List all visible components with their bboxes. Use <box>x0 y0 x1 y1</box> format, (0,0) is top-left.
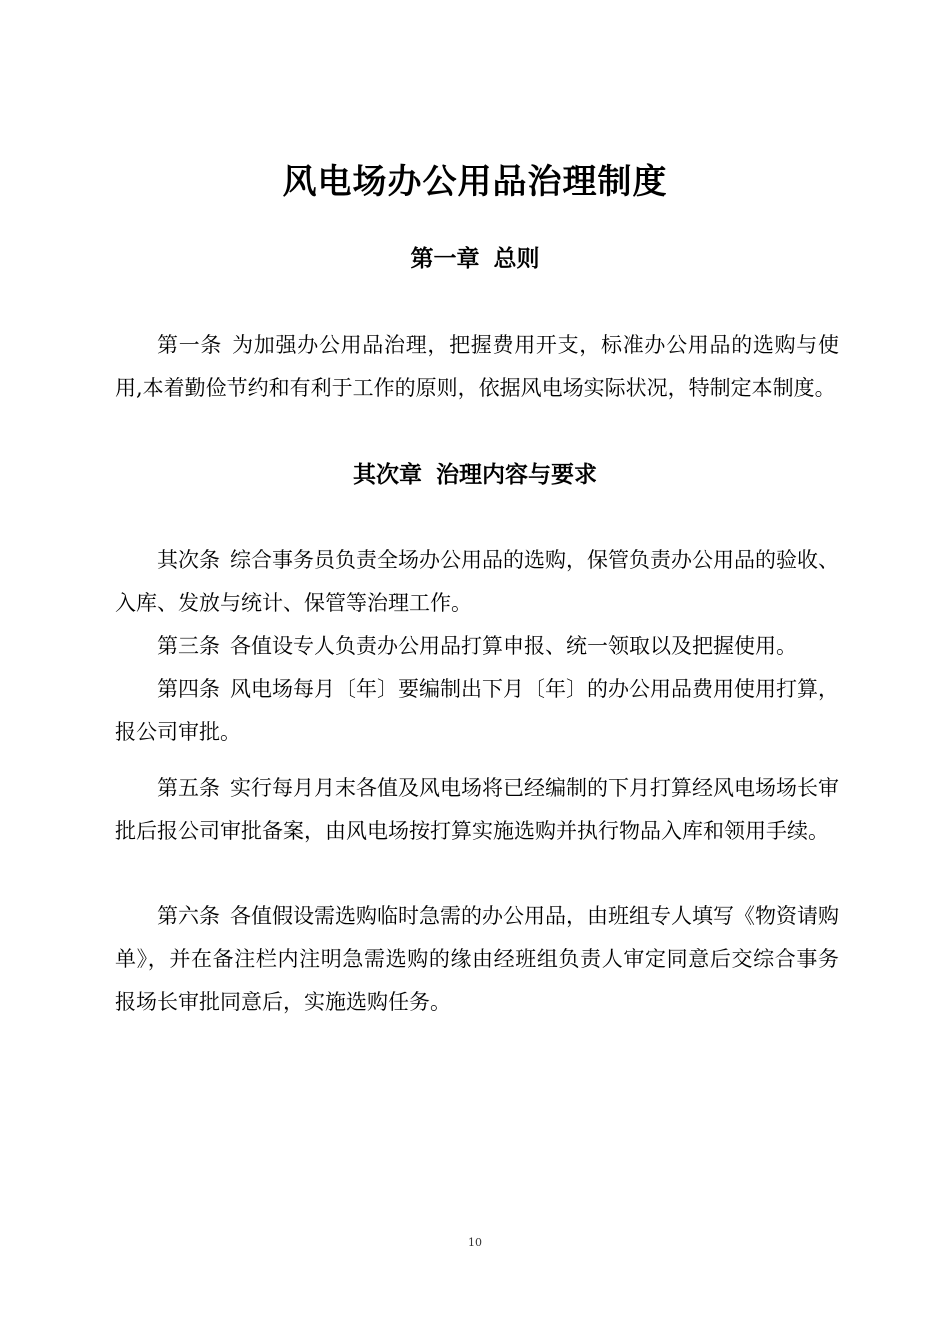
article-label: 第三条 <box>157 634 220 658</box>
article-text: 综合事务员负责全场办公用品的选购，保管负责办公用品的验收、入库、发放与统计、保管等治理工作。 <box>115 548 839 615</box>
article-label: 第六条 <box>157 904 220 928</box>
article-paragraph <box>115 539 839 625</box>
chapter-heading-2 <box>0 458 950 492</box>
article-paragraph <box>115 324 839 410</box>
article-label: 其次条 <box>157 548 220 572</box>
article-text: 各值假设需选购临时急需的办公用品，由班组专人填写《物资请购单》，并在备注栏内注明急需选购的缘由经班组负责人审定同意后交综合事务报场长审批同意后，实施选购任务。 <box>115 904 839 1014</box>
article-text: 为加强办公用品治理，把握费用开支，标准办公用品的选购与使用,本着勤俭节约和有利于工作的原则，依据风电场实际状况，特制定本制度。 <box>115 333 840 400</box>
chapter-number: 第一章 <box>410 246 480 272</box>
article-label: 第一条 <box>157 333 223 357</box>
article-label: 第四条 <box>157 677 220 701</box>
document-title: 风电场办公用品治理制度 <box>282 162 668 202</box>
article-text: 风电场每月〔年〕要编制出下月〔年〕的办公用品费用使用打算，报公司审批。 <box>115 677 839 744</box>
article-paragraph <box>115 625 839 668</box>
article-paragraph <box>115 767 839 853</box>
article-paragraph <box>115 895 839 1024</box>
chapter-number: 其次章 <box>353 462 422 488</box>
chapter-name: 治理内容与要求 <box>436 462 597 488</box>
page-number: 10 <box>468 1236 482 1249</box>
chapter-heading-1 <box>0 242 950 276</box>
article-text: 实行每月月末各值及风电场将已经编制的下月打算经风电场场长审批后报公司审批备案，由风电场按打算实施选购并执行物品入库和领用手续。 <box>115 776 839 843</box>
article-text: 各值设专人负责办公用品打算申报、统一领取以及把握使用。 <box>230 634 797 658</box>
article-label: 第五条 <box>157 776 220 800</box>
article-paragraph <box>115 668 839 754</box>
chapter-name: 总则 <box>493 246 540 272</box>
